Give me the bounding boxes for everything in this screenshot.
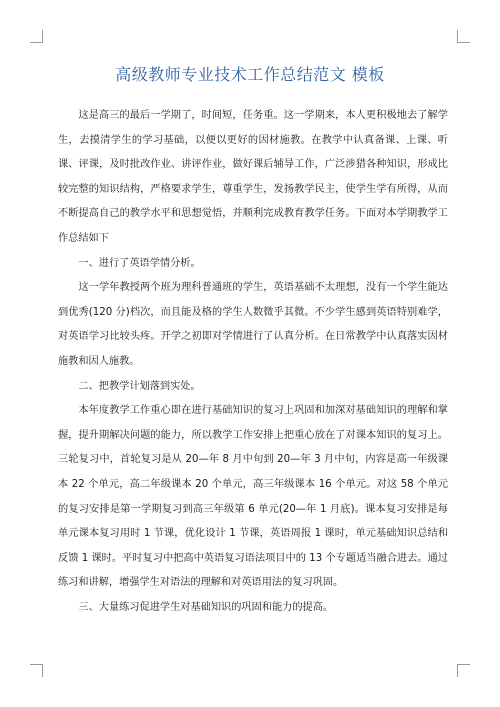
crop-mark-top-left: [30, 30, 43, 43]
section-heading-3: 三、大量练习促进学生对基础知识的巩固和能力的提高。: [78, 601, 334, 613]
section-heading-1: 一、进行了英语学情分析。: [78, 257, 201, 269]
paragraph-intro: 这是高三的最后一学期了，时间短，任务重。这一学期来，本人更积极地去了解学生，去摸清学生的学习基础，以便以更好的因材施教。在教学中认真备课、上课、听课、评课，及时批改作业、讲评作业，做好课后辅导工作，广泛涉猎各种知识，形成比较完整的知识结构，严格要求学生，尊重学生，发扬教学民主，使学生学有所得，从而不断提高自己的教学水平和思想觉悟，并顺利完成教育教学任务。下面对本学期教学工作总结如下: [58, 110, 448, 244]
crop-mark-top-right: [457, 30, 470, 43]
document-title: 高级教师专业技术工作总结范文 模板: [115, 65, 385, 84]
paragraph-1: 这一学年教授两个班为理科普通班的学生，英语基础不太理想，没有一个学生能达到优秀(120 分)档次，而且能及格的学生人数微乎其微。不少学生感到英语特别难学，对英语学习比较头疼。开学之初即对学情进行了认真分析。在日常教学中认真落实因材施教和因人施教。: [58, 282, 448, 367]
document-body: [58, 104, 448, 620]
section-heading-2: 二、把教学计划落到实处。: [78, 380, 201, 392]
paragraph-2: 本年度教学工作重心即在进行基础知识的复习上巩固和加深对基础知识的理解和掌握，提升期解决问题的能力，所以教学工作安排上把重心放在了对课本知识的复习上。三轮复习中，首轮复习是从 20—年 8 月中旬到 20—年 3 月中旬，内容是高一年级课本 22 个单元，高二年级课本 20 个单元，高三年级课本 16 个单元。对这 58 个单元的复习安排是第一学期复习到高三年级第 6 单元(20—年 1 月底)。课本复习安排是每单元课本复习用时 1 节课，优化设计 1 节课，英语周报 1 课时，单元基础知识总结和反馈 1 课时。平时复习中把高中英语复习语法项目中的 13 个专题适当融合进去。通过练习和讲解，增强学生对语法的理解和对英语用法的复习巩固。: [58, 405, 448, 589]
crop-mark-bottom-right: [457, 664, 470, 677]
crop-mark-bottom-left: [30, 664, 43, 677]
